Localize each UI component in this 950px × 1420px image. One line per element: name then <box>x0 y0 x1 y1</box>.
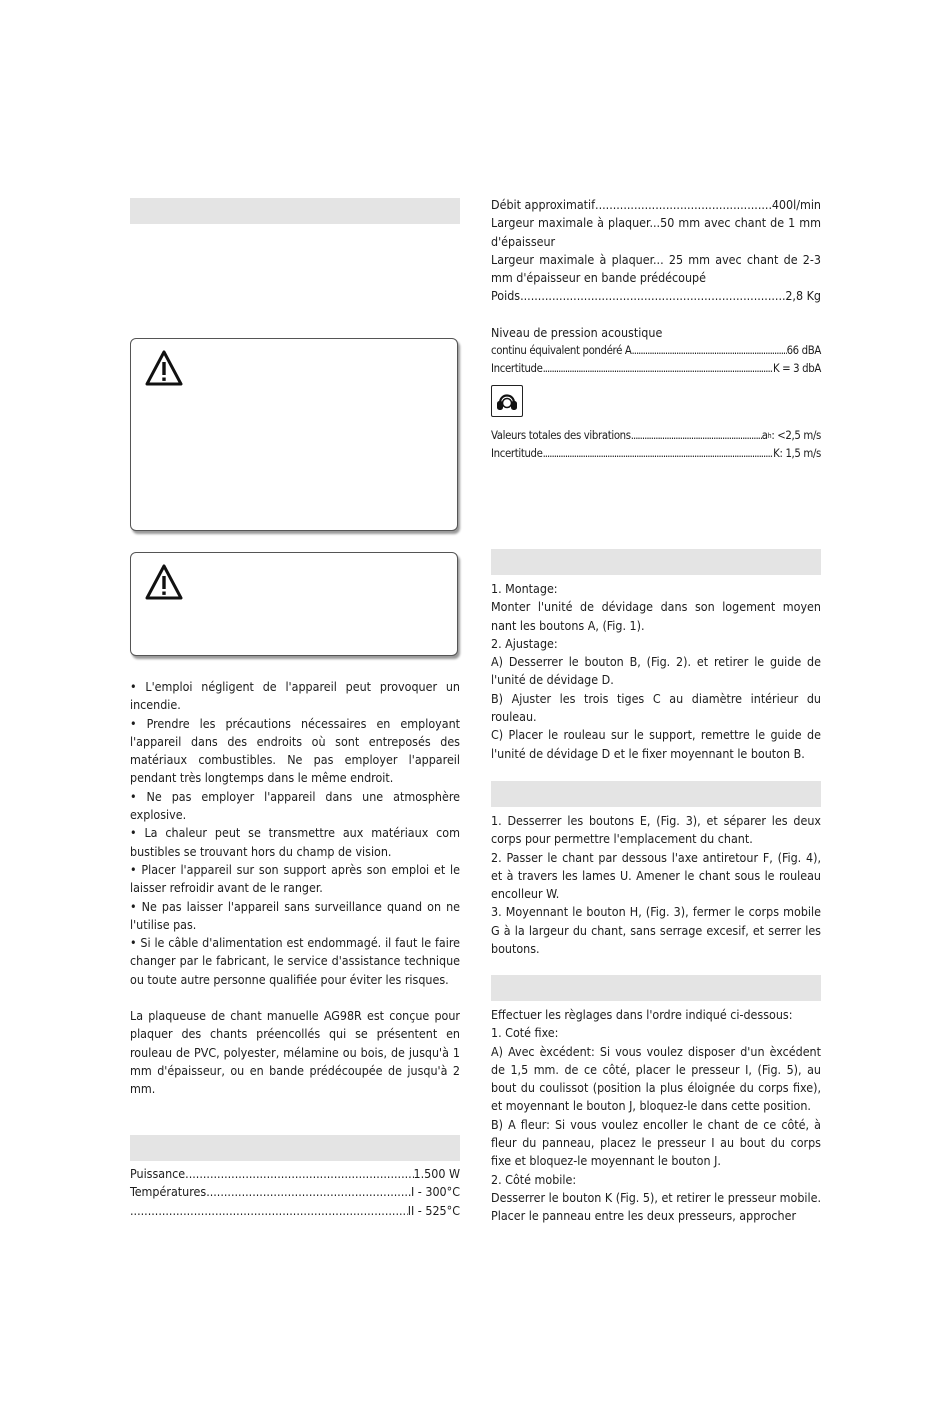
section-montage <box>491 580 821 763</box>
safety-bullet: • Prendre les précautions nécessaires en employant l'appareil dans des endroits où sont entreposés des matériaux combustibles. Ne pas employer l'appareil pendant très longtemps dans le même endroit. <box>130 715 460 786</box>
spec-temperature-2: ..... II - 525°C <box>130 1202 460 1220</box>
spec-width-1: Largeur maximale à plaquer...50 mm avec chant de 1 mm d'épaisseur <box>491 215 821 249</box>
section-reglages <box>491 1006 821 1226</box>
section-header-bar-1 <box>130 198 460 224</box>
paragraph: A) Desserrer le bouton B, (Fig. 2). et retirer le guide de l'unité de dévidage D. <box>491 654 821 688</box>
paragraph: B) A fleur: Si vous voulez encoller le chant de ce côté, à fleur du panneau, placez le presseur I au bout du corps fixe et bloquez-le moyennant le bouton J. <box>491 1116 821 1169</box>
tech-data <box>491 196 821 463</box>
paragraph: 2. Ajustage: <box>491 635 558 651</box>
vibration-uncertainty: Incertitude ..... K: 1,5 m/s <box>491 445 821 463</box>
paragraph: 1. Desserrer les boutons E, (Fig. 3), et séparer les deux corps pour permettre l'emplacement du chant. <box>491 813 821 847</box>
noise-uncertainty: Incertitude ..... K = 3 dbA <box>491 360 821 378</box>
warning-box-1 <box>130 338 458 531</box>
safety-bullet: • La chaleur peut se transmettre aux matériaux com bustibles se trouvant hors du champ de vision. <box>130 825 460 859</box>
paragraph: A) Avec èxcédent: Si vous voulez disposer d'un èxcédent de 1,5 mm. de ce côté, placer le presseur I, (Fig. 5), au bout du coulissot (position la plus éloignée du corps fixe), et moyennant le bouton J, bloquez-le dans cette position. <box>491 1043 821 1114</box>
safety-bullet: • Si le câble d'alimentation est endommagé. il faut le faire changer par le fabricant, le service d'assistance technique ou toute autre personne qualifiée pour éviter les risques. <box>130 935 460 987</box>
section-header-bar-montage <box>491 549 821 575</box>
warning-triangle-icon <box>144 349 184 387</box>
section-header-bar-specs <box>130 1135 460 1161</box>
safety-bullets <box>130 678 460 1099</box>
paragraph: 2. Côté mobile: <box>491 1171 577 1187</box>
paragraph: Desserrer le bouton K (Fig. 5), et retirer le presseur mobile. Placer le panneau entre les deux presseurs, approcher <box>491 1189 821 1224</box>
paragraph: C) Placer le rouleau sur le support, remettre le guide de l'unité de dévidage D et le fixer moyennant le bouton B. <box>491 727 821 761</box>
noise-title: Niveau de pression acoustique <box>491 324 663 340</box>
safety-bullet: • Placer l'appareil sur son support après son emploi et le laisser refroidir avant de le ranger. <box>130 861 460 896</box>
paragraph: 2. Passer le chant par dessous l'axe antiretour F, (Fig. 4), et à travers les lames U. Amener le chant sous le rouleau encolleur W. <box>491 849 821 902</box>
spec-power: Puissance ..... 1.500 W <box>130 1165 460 1183</box>
vibration-values: Valeurs totales des vibrations ..... a h : <2,5 m/s <box>491 427 821 445</box>
safety-bullet: • Ne pas laisser l'appareil sans surveillance quand on ne l'utilise pas. <box>130 898 460 932</box>
paragraph: 3. Moyennant le bouton H, (Fig. 3), fermer le corps mobile G à la largeur du chant, sans serrage excesif, et serrer les boutons. <box>491 904 821 957</box>
paragraph: B) Ajuster les trois tiges C au diamètre intérieur du rouleau. <box>491 690 821 725</box>
spec-weight: Poids ..... 2,8 Kg <box>491 287 821 305</box>
warning-triangle-icon <box>144 563 184 601</box>
ear-protection-icon <box>491 385 523 417</box>
safety-bullet: • Ne pas employer l'appareil dans une atmosphère explosive. <box>130 788 460 823</box>
spec-flow: Débit approximatif ..... 400l/min <box>491 196 821 214</box>
section-chant <box>491 812 821 958</box>
section-header-bar-chant <box>491 781 821 807</box>
safety-bullet: • L'emploi négligent de l'appareil peut provoquer un incendie. <box>130 679 460 713</box>
paragraph: Effectuer les règlages dans l'ordre indiqué ci-dessous: <box>491 1007 793 1022</box>
paragraph: Monter l'unité de dévidage dans son logement moyen nant les boutons A, (Fig. 1). <box>491 599 821 633</box>
specs-list <box>130 1165 460 1220</box>
spec-temperature-1: Températures ..... I - 300°C <box>130 1183 460 1201</box>
paragraph: 1. Coté fixe: <box>491 1025 559 1041</box>
product-description: La plaqueuse de chant manuelle AG98R est conçue pour plaquer des chants préencollés qui se présentent en rouleau de PVC, polyester, mélamine ou bois, de jusqu'à 1 mm d'épaisseur, ou en bande prédécoupée de jusqu'à 2 mm. <box>130 1008 460 1097</box>
noise-level: continu équivalent pondéré A ..... 66 dBA <box>491 342 821 360</box>
warning-box-2 <box>130 552 458 656</box>
section-header-bar-reglages <box>491 975 821 1001</box>
spec-width-2: Largeur maximale à plaquer... 25 mm avec chant de 2-3 mm d'épaisseur en bande prédécoupé <box>491 251 821 286</box>
paragraph: 1. Montage: <box>491 581 558 596</box>
